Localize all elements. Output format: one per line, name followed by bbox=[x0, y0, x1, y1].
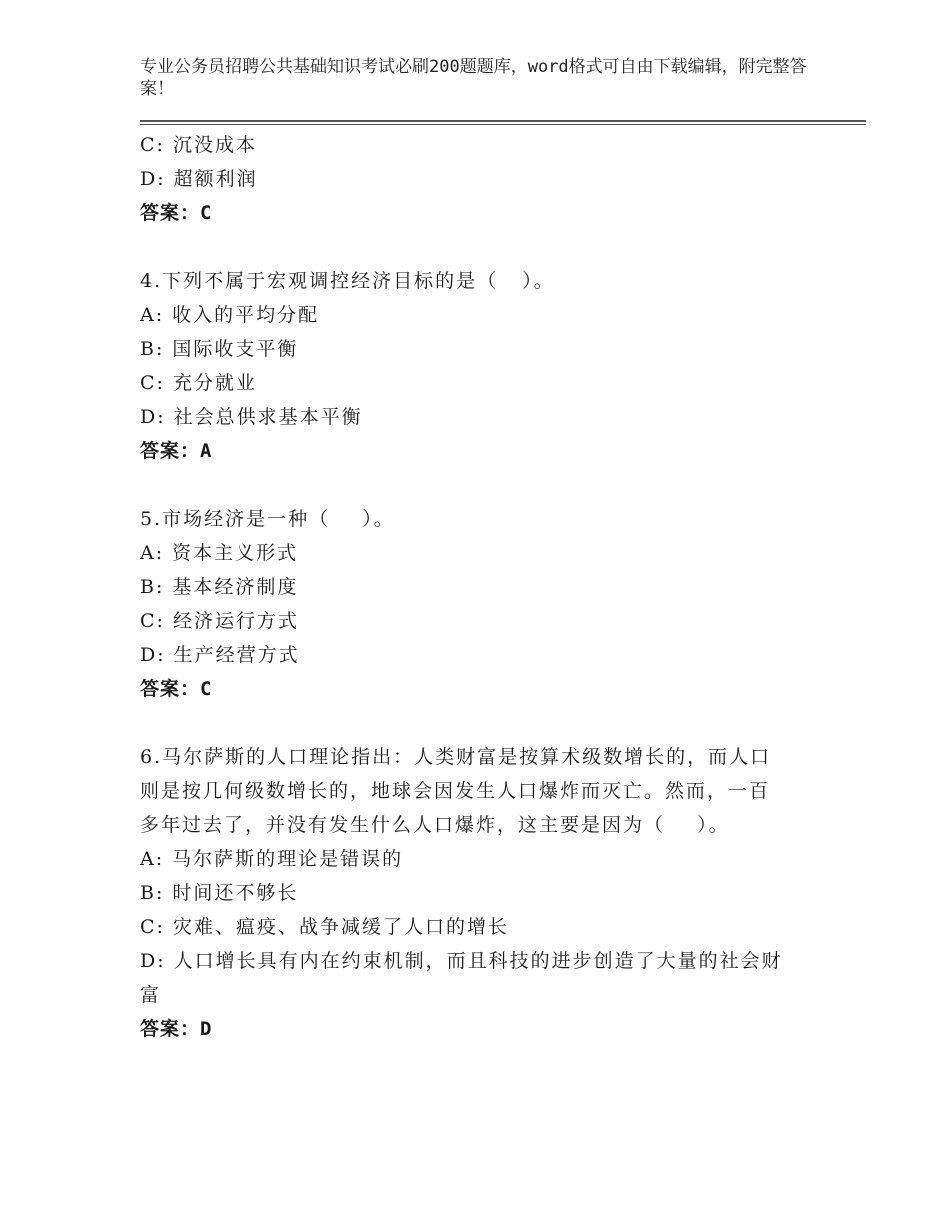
option-a: A: 马尔萨斯的理论是错误的 bbox=[140, 848, 404, 870]
option-d-line-1: D: 人口增长具有内在约束机制，而且科技的进步创造了大量的社会财 bbox=[140, 950, 783, 972]
header-rule-thin bbox=[140, 124, 866, 125]
option-c: C: 经济运行方式 bbox=[140, 610, 299, 632]
question-content bbox=[140, 128, 820, 1046]
option-c: C: 灾难、瘟疫、战争减缓了人口的增长 bbox=[140, 916, 509, 938]
question-text-line-1: 6.马尔萨斯的人口理论指出：人类财富是按算术级数增长的，而人口 bbox=[140, 746, 772, 768]
answer-line: 答案：D bbox=[140, 1018, 213, 1040]
answer-line: 答案：C bbox=[140, 202, 213, 224]
option-d: D: 生产经营方式 bbox=[140, 644, 300, 666]
option-c: C: 沉没成本 bbox=[140, 134, 257, 156]
question-block-6 bbox=[140, 740, 820, 1046]
option-a: A: 收入的平均分配 bbox=[140, 304, 320, 326]
option-b: B: 国际收支平衡 bbox=[140, 338, 299, 360]
spacer bbox=[140, 706, 820, 740]
option-d-line-2: 富 bbox=[140, 984, 162, 1006]
question-text: 4.下列不属于宏观调控经济目标的是（ ）。 bbox=[140, 270, 555, 292]
spacer bbox=[140, 230, 820, 264]
option-b: B: 基本经济制度 bbox=[140, 576, 299, 598]
option-a: A: 资本主义形式 bbox=[140, 542, 299, 564]
question-text-line-3: 多年过去了，并没有发生什么人口爆炸，这主要是因为（ ）。 bbox=[140, 814, 730, 836]
header-rule-thick bbox=[140, 120, 866, 122]
question-text-line-2: 则是按几何级数增长的，地球会因发生人口爆炸而灭亡。然而，一百 bbox=[140, 780, 771, 802]
question-block-3 bbox=[140, 128, 820, 230]
spacer bbox=[140, 468, 820, 502]
option-b: B: 时间还不够长 bbox=[140, 882, 299, 904]
page-header: 专业公务员招聘公共基础知识考试必刷200题题库，word格式可自由下载编辑，附完整答案！ bbox=[140, 57, 807, 99]
option-c: C: 充分就业 bbox=[140, 372, 257, 394]
question-text: 5.市场经济是一种（ ）。 bbox=[140, 508, 395, 530]
answer-line: 答案：C bbox=[140, 678, 213, 700]
question-block-4 bbox=[140, 264, 820, 468]
answer-line: 答案：A bbox=[140, 440, 213, 462]
question-block-5 bbox=[140, 502, 820, 706]
option-d: D: 社会总供求基本平衡 bbox=[140, 406, 363, 428]
option-d: D: 超额利润 bbox=[140, 168, 258, 190]
